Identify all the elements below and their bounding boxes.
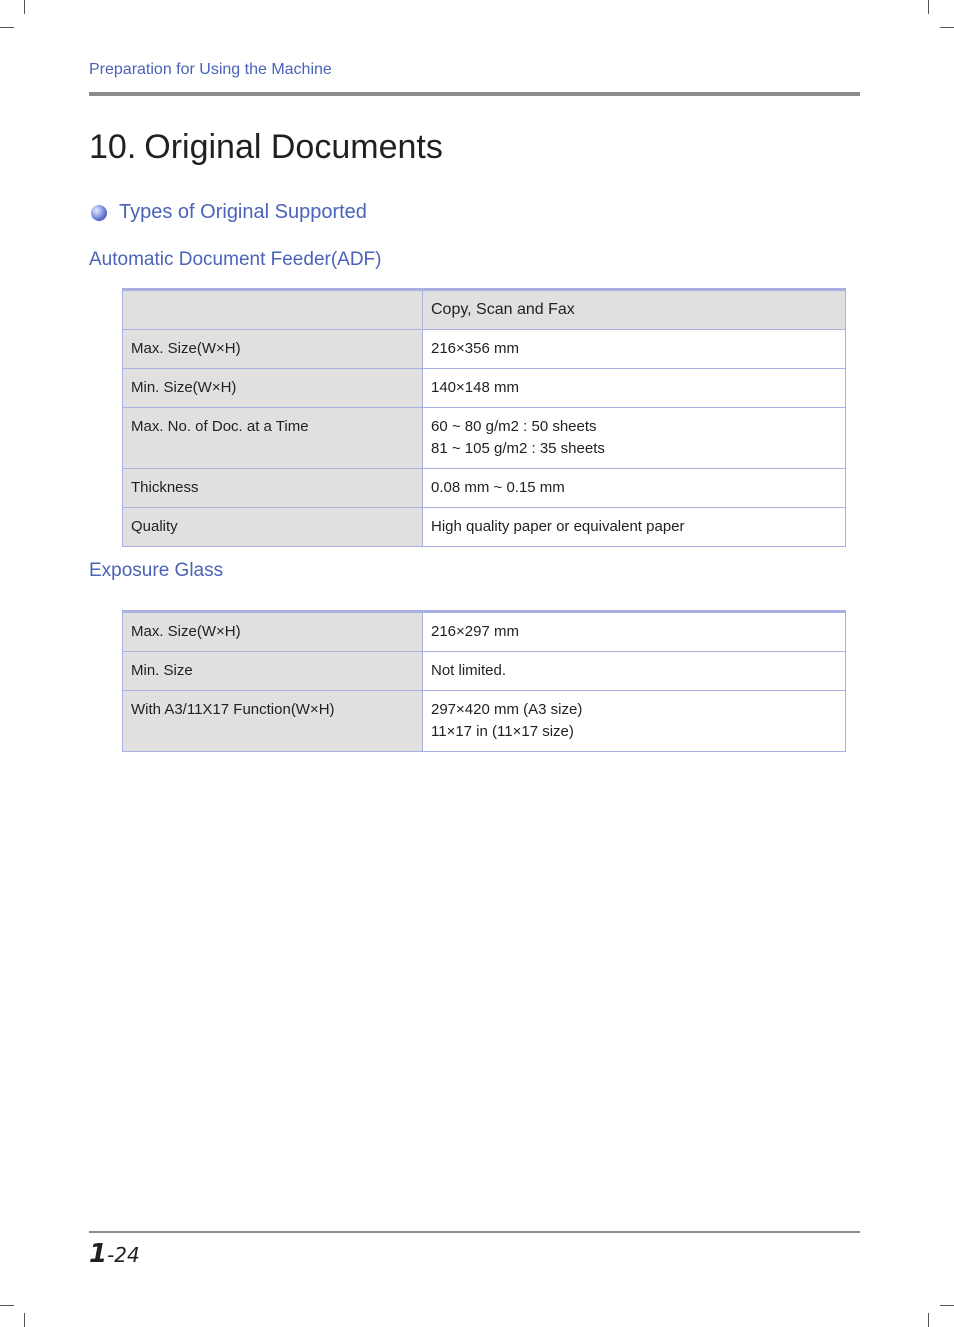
adf-heading: Automatic Document Feeder(ADF) — [89, 249, 382, 270]
sphere-bullet-icon — [91, 205, 107, 221]
table-header-cell: Copy, Scan and Fax — [423, 290, 846, 330]
row-label: Max. Size(W×H) — [123, 612, 423, 652]
section-heading — [91, 201, 367, 224]
value-line: 81 ~ 105 g/m2 : 35 sheets — [431, 440, 605, 457]
table-row — [123, 691, 846, 752]
table-header-row — [123, 290, 846, 330]
crop-mark — [24, 0, 25, 14]
crop-mark — [940, 27, 954, 28]
crop-mark — [0, 27, 14, 28]
value-line: 297×420 mm (A3 size) — [431, 701, 583, 718]
section-heading-text: Types of Original Supported — [119, 201, 367, 223]
row-value — [423, 469, 846, 508]
page-title — [89, 128, 443, 167]
row-value — [423, 652, 846, 691]
row-label: Max. No. of Doc. at a Time — [123, 408, 423, 469]
row-value — [423, 691, 846, 752]
table-row — [123, 612, 846, 652]
row-value — [423, 612, 846, 652]
chapter-number: 10. — [89, 128, 137, 166]
crop-mark — [940, 1305, 954, 1306]
table-row — [123, 508, 846, 547]
crop-mark — [0, 1305, 14, 1306]
row-label: Quality — [123, 508, 423, 547]
row-label: Min. Size(W×H) — [123, 369, 423, 408]
page-number-major: 1 — [89, 1239, 108, 1269]
row-value — [423, 508, 846, 547]
value-line: 0.08 mm ~ 0.15 mm — [431, 479, 565, 496]
row-label: With A3/11X17 Function(W×H) — [123, 691, 423, 752]
table-row — [123, 330, 846, 369]
value-line: 60 ~ 80 g/m2 : 50 sheets — [431, 418, 597, 435]
exposure-glass-spec-table — [122, 610, 846, 752]
table-row — [123, 408, 846, 469]
page-number-minor: -24 — [107, 1243, 140, 1267]
value-line: 216×297 mm — [431, 623, 519, 640]
row-value — [423, 369, 846, 408]
table-header-empty-cell — [123, 290, 423, 330]
value-line: 11×17 in (11×17 size) — [431, 723, 574, 740]
table-row — [123, 469, 846, 508]
value-line: High quality paper or equivalent paper — [431, 518, 685, 535]
value-line: 140×148 mm — [431, 379, 519, 396]
crop-mark — [928, 1313, 929, 1327]
exposure-glass-heading: Exposure Glass — [89, 560, 224, 581]
row-value — [423, 330, 846, 369]
footer-rule — [89, 1231, 860, 1233]
row-label: Thickness — [123, 469, 423, 508]
value-line: 216×356 mm — [431, 340, 519, 357]
row-label: Min. Size — [123, 652, 423, 691]
value-line: Not limited. — [431, 662, 507, 679]
header-rule — [89, 92, 860, 96]
row-label: Max. Size(W×H) — [123, 330, 423, 369]
table-row — [123, 652, 846, 691]
crop-mark — [928, 0, 929, 14]
page-number — [89, 1239, 140, 1269]
running-header: Preparation for Using the Machine — [89, 61, 332, 78]
crop-mark — [24, 1313, 25, 1327]
chapter-title-text: Original Documents — [144, 128, 443, 166]
table-row — [123, 369, 846, 408]
adf-spec-table — [122, 288, 846, 547]
row-value — [423, 408, 846, 469]
